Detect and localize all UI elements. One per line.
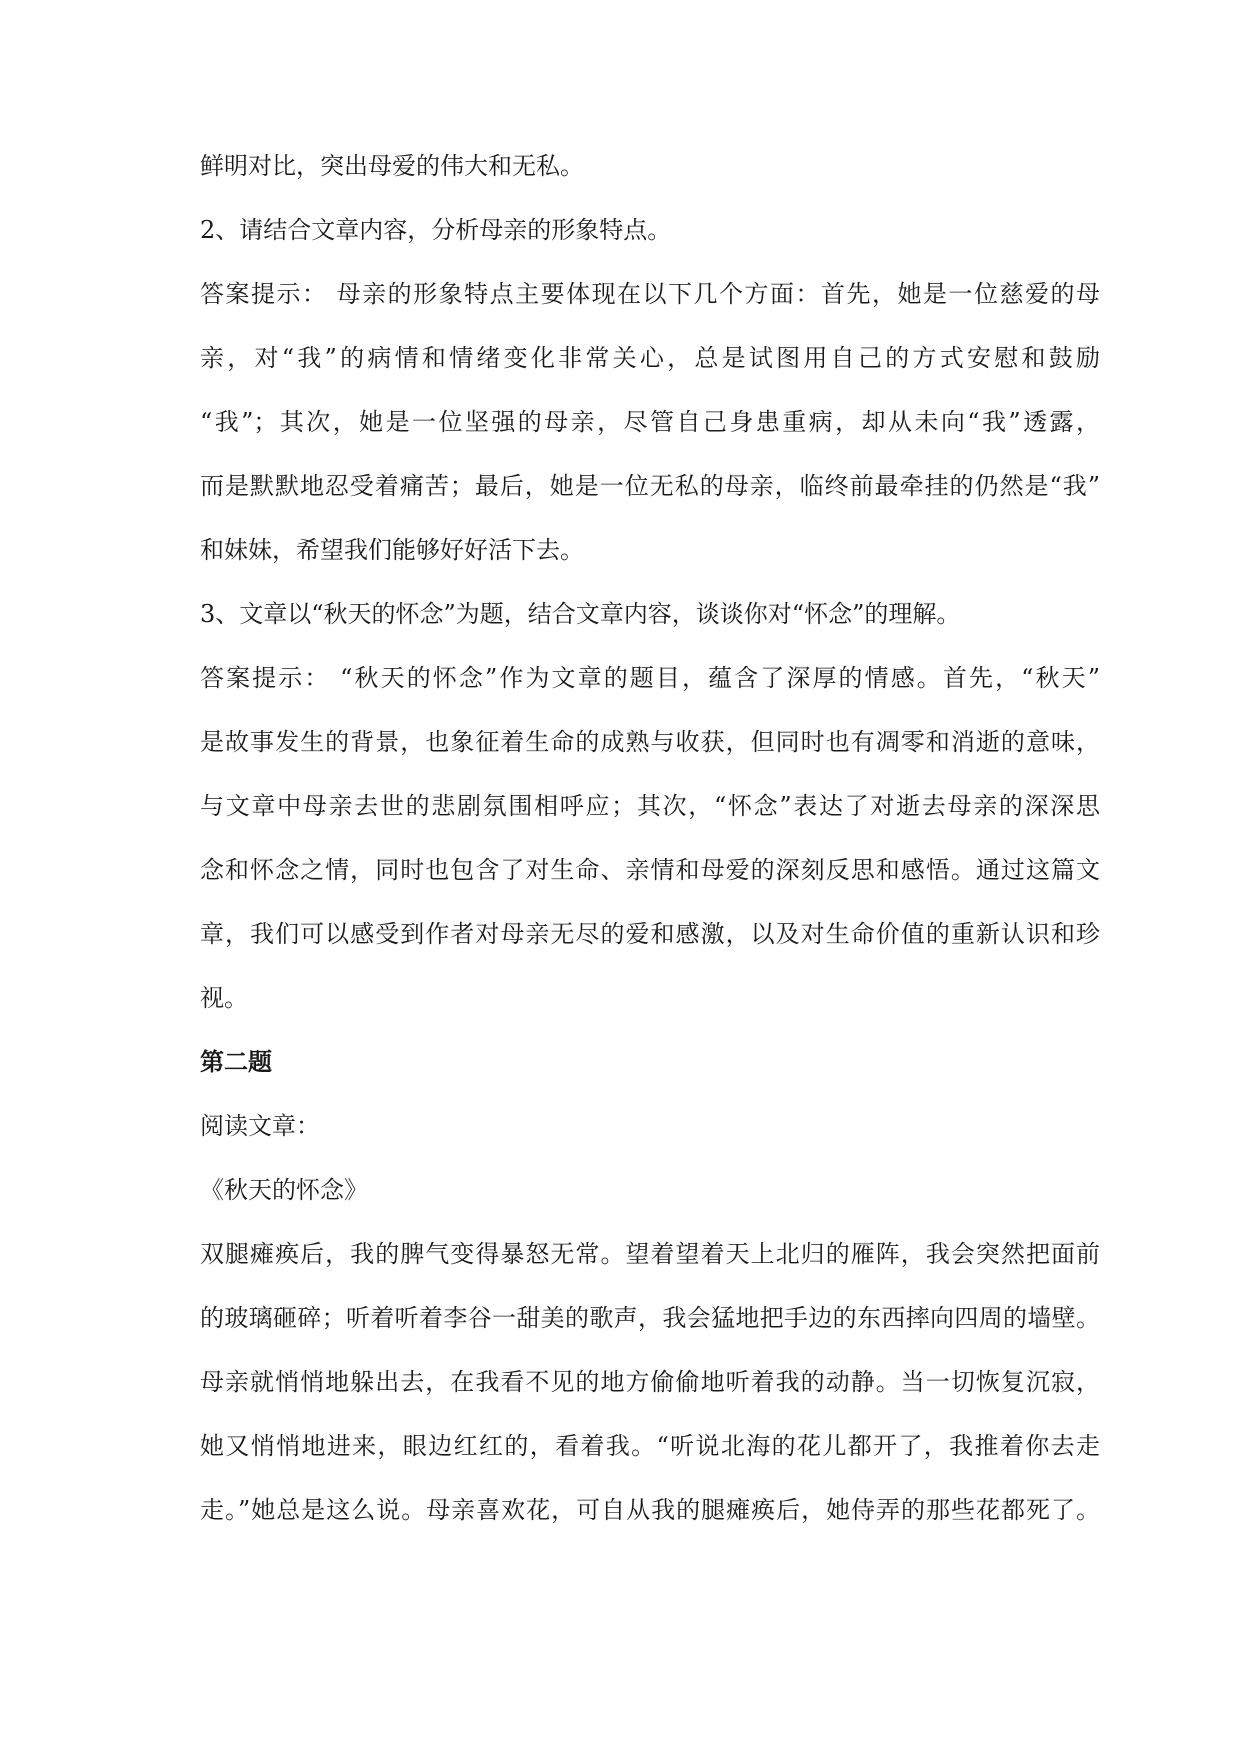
text-line: 亲，对“我”的病情和情绪变化非常关心，总是试图用自己的方式安慰和鼓励 (200, 344, 1100, 372)
text-line: 视。 (200, 984, 248, 1012)
text-line: 和妹妹，希望我们能够好好活下去。 (200, 536, 584, 564)
article-text-line: 母亲就悄悄地躲出去，在我看不见的地方偷偷地听着我的动静。当一切恢复沉寂， (200, 1368, 1100, 1396)
text-line: 与文章中母亲去世的悲剧氛围相呼应；其次，“怀念”表达了对逝去母亲的深深思 (200, 792, 1100, 820)
question-3: 3、文章以“秋天的怀念”为题，结合文章内容，谈谈你对“怀念”的理解。 (200, 600, 961, 628)
read-article-label: 阅读文章： (200, 1112, 320, 1140)
text-line: 而是默默地忍受着痛苦；最后，她是一位无私的母亲，临终前最牵挂的仍然是“我” (200, 472, 1100, 500)
text-line: 是故事发生的背景，也象征着生命的成熟与收获，但同时也有凋零和消逝的意味， (200, 728, 1100, 756)
text-line: 念和怀念之情，同时也包含了对生命、亲情和母爱的深刻反思和感悟。通过这篇文 (200, 856, 1100, 884)
article-text-line: 的玻璃砸碎；听着听着李谷一甜美的歌声，我会猛地把手边的东西摔向四周的墙壁。 (200, 1304, 1100, 1332)
answer-hint-3: 答案提示： “秋天的怀念”作为文章的题目，蕴含了深厚的情感。首先，“秋天” (200, 664, 1100, 692)
article-text-line: 走。”她总是这么说。母亲喜欢花，可自从我的腿瘫痪后，她侍弄的那些花都死了。 (200, 1496, 1100, 1524)
text-line: 鲜明对比，突出母爱的伟大和无私。 (200, 152, 584, 180)
article-text-line: 双腿瘫痪后，我的脾气变得暴怒无常。望着望着天上北归的雁阵，我会突然把面前 (200, 1240, 1100, 1268)
question-2: 2、请结合文章内容，分析母亲的形象特点。 (200, 216, 672, 244)
article-text-line: 她又悄悄地进来，眼边红红的，看着我。“听说北海的花儿都开了，我推着你去走 (200, 1432, 1100, 1460)
answer-hint-2: 答案提示： 母亲的形象特点主要体现在以下几个方面：首先，她是一位慈爱的母 (200, 280, 1100, 308)
text-line: “我”；其次，她是一位坚强的母亲，尽管自己身患重病，却从未向“我”透露， (200, 408, 1100, 436)
article-title: 《秋天的怀念》 (200, 1176, 368, 1204)
document-body (200, 148, 1100, 1556)
section-heading: 第二题 (200, 1048, 272, 1076)
text-line: 章，我们可以感受到作者对母亲无尽的爱和感激，以及对生命价值的重新认识和珍 (200, 920, 1100, 948)
